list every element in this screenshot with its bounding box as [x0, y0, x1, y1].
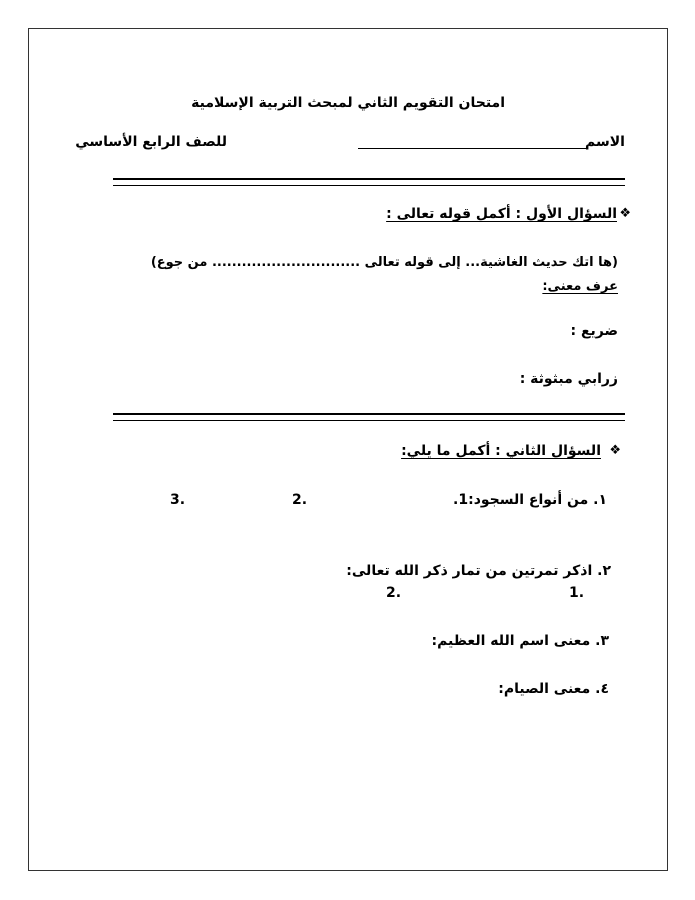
separator-top-thin [113, 185, 625, 186]
question2-item3-label: ٣. معنى اسم الله العظيم: [431, 633, 609, 649]
question2-bullet: ❖ [609, 443, 621, 458]
question2-item2-blank2: 2. [386, 585, 402, 601]
grade-label: للصف الرابع الأساسي [75, 134, 227, 150]
name-label: الاسم [585, 134, 625, 150]
question2-item1-label: ١. من أنواع السجود:1. [453, 492, 607, 508]
separator-middle-thick [113, 413, 625, 415]
separator-top-thick [113, 178, 625, 180]
question2-item2-blank1: 1. [569, 585, 585, 601]
question2-item4-label: ٤. معنى الصيام: [498, 681, 609, 697]
question2-item1-blank2: 2. [292, 492, 308, 508]
question1-define-label: عرف معنى: [542, 279, 618, 294]
question1-verse-prompt: (ها اتك حديث الغاشية... إلى قوله تعالى .............................. من جوع) [150, 255, 618, 270]
question1-bullet: ❖ [619, 206, 631, 221]
question1-term-zarabi: زرابي مبثوثة : [519, 371, 618, 387]
question2-item2-label: ٢. اذكر تمرتين من تمار ذكر الله تعالى: [346, 563, 611, 579]
exam-title: امتحان التقويم الثاني لمبحث التربية الإسلامية [191, 95, 505, 111]
question1-term-dari: ضريع : [570, 323, 618, 339]
separator-middle-thin [113, 420, 625, 421]
question2-item1-blank3: 3. [170, 492, 186, 508]
question2-heading: السؤال الثاني : أكمل ما يلي: [401, 443, 601, 459]
name-blank-line [358, 148, 588, 149]
question1-heading: السؤال الأول : أكمل قوله تعالى : [386, 206, 617, 222]
